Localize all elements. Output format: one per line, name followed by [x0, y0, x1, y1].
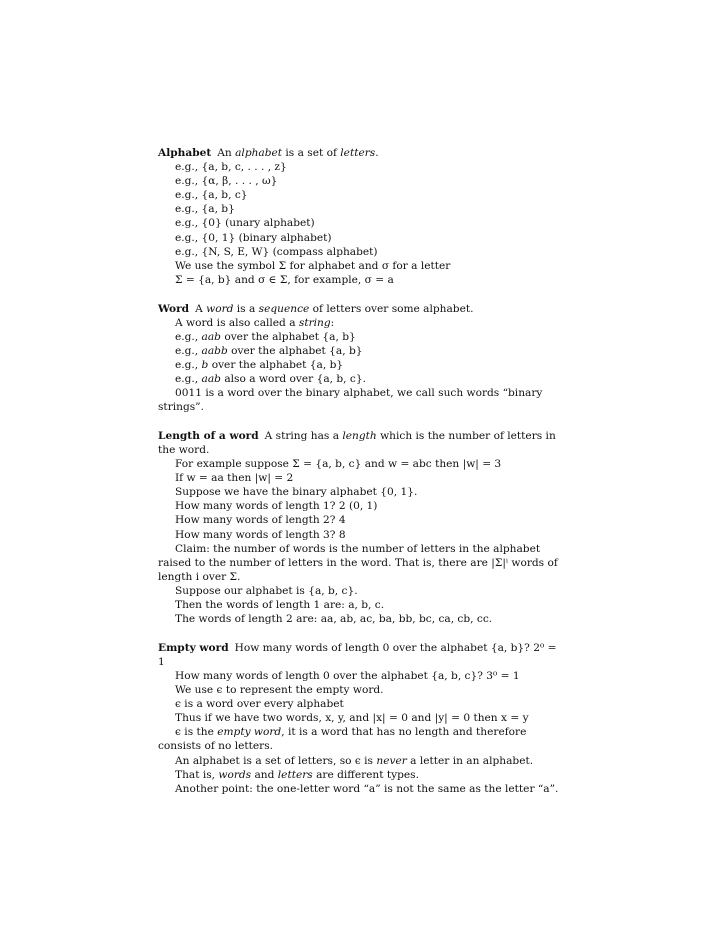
- text: over the alphabet {a, b}: [208, 358, 344, 371]
- section-alphabet: [158, 146, 564, 287]
- emphasis: string: [298, 316, 331, 329]
- text: e.g.,: [175, 373, 202, 385]
- text: e.g.,: [175, 344, 202, 357]
- emphasis: word: [206, 302, 234, 315]
- text: An alphabet is a set of letters, so ϵ is: [175, 754, 377, 767]
- text: A word is also called a: [175, 316, 299, 329]
- word-example-2: [158, 344, 564, 358]
- text: also a word over {a, b, c}.: [220, 373, 366, 385]
- length-heading: Length of a word: [158, 429, 259, 442]
- alphabet-example-5: e.g., {0} (unary alphabet): [175, 217, 315, 230]
- word-example-1: [158, 330, 564, 344]
- section-word: [158, 302, 564, 415]
- empty-line-4: Thus if we have two words, x, y, and |x| = 0 and |y| = 0 then x = y: [175, 712, 529, 725]
- emphasis: letters: [340, 147, 376, 159]
- emphasis: b: [201, 358, 209, 371]
- empty-heading: Empty word: [158, 641, 229, 654]
- empty-line-7: [158, 768, 564, 782]
- text: over the alphabet {a, b}: [220, 330, 356, 343]
- empty-line-6: [158, 754, 564, 768]
- emphasis: words: [218, 768, 252, 781]
- emphasis: letters: [277, 768, 313, 781]
- length-line-4: How many words of length 1? 2 (0, 1): [175, 500, 378, 513]
- empty-line-2: We use ϵ to represent the empty word.: [175, 684, 384, 697]
- text: over the alphabet {a, b}: [227, 344, 363, 357]
- emphasis: aabb: [201, 344, 228, 357]
- section-empty-word: [158, 641, 564, 796]
- empty-line-3: ϵ is a word over every alphabet: [175, 698, 344, 711]
- word-heading: Word: [158, 302, 190, 315]
- emphasis: sequence: [258, 302, 310, 315]
- text: is a: [233, 302, 259, 315]
- word-intro: [158, 302, 564, 316]
- length-line-7: Suppose our alphabet is {a, b, c}.: [175, 584, 358, 597]
- text: A string has a: [264, 429, 343, 442]
- alphabet-example-7: e.g., {N, S, E, W} (compass alphabet): [175, 245, 378, 258]
- document-page: [158, 146, 564, 810]
- alphabet-example-1: e.g., {a, b, c, . . . , z}: [175, 161, 287, 174]
- length-intro: [158, 429, 564, 457]
- length-line-8: Then the words of length 1 are: a, b, c.: [175, 599, 385, 611]
- text: which is the number of letters in the word.: [158, 429, 556, 456]
- text: An: [217, 147, 236, 159]
- length-line-5: How many words of length 2? 4: [175, 514, 346, 527]
- length-line-2: If w = aa then |w| = 2: [175, 472, 294, 485]
- word-binary-note: 0011 is a word over the binary alphabet, we call such words “binary strings”.: [158, 387, 543, 414]
- word-example-4: [158, 372, 564, 386]
- emphasis: empty word: [217, 726, 282, 739]
- alphabet-example-4: e.g., {a, b}: [175, 203, 235, 216]
- text: How many words of length 0 over the alphabet {a, b}? 2⁰ = 1: [158, 641, 557, 668]
- emphasis: aab: [201, 330, 221, 343]
- length-line-1: For example suppose Σ = {a, b, c} and w = abc then |w| = 3: [175, 458, 502, 471]
- text: That is,: [175, 768, 219, 781]
- empty-line-1: How many words of length 0 over the alphabet {a, b, c}? 3⁰ = 1: [175, 669, 520, 682]
- text: of letters over some alphabet.: [309, 302, 474, 315]
- text: and: [251, 768, 278, 781]
- alphabet-intro: [158, 146, 564, 160]
- text: a letter in an alphabet.: [406, 754, 534, 767]
- empty-line-8: Another point: the one-letter word “a” is not the same as the letter “a”.: [175, 782, 559, 795]
- emphasis: alphabet: [235, 147, 283, 159]
- word-string-note: [158, 316, 564, 330]
- section-length: [158, 429, 564, 626]
- word-example-3: [158, 358, 564, 372]
- emphasis: length: [342, 429, 377, 442]
- text: is a set of: [282, 147, 341, 159]
- alphabet-symbol-example: Σ = {a, b} and σ ∈ Σ, for example, σ = a: [175, 273, 394, 286]
- emphasis: aab: [201, 373, 221, 385]
- alphabet-symbol-note: We use the symbol Σ for alphabet and σ for a letter: [175, 259, 451, 272]
- alphabet-example-2: e.g., {α, β, . . . , ω}: [175, 175, 278, 188]
- empty-intro: [158, 641, 564, 669]
- length-line-9: The words of length 2 are: aa, ab, ac, ba, bb, bc, ca, cb, cc.: [175, 613, 493, 626]
- alphabet-example-6: e.g., {0, 1} (binary alphabet): [175, 231, 332, 244]
- empty-line-5: [158, 725, 564, 753]
- alphabet-heading: Alphabet: [158, 147, 212, 159]
- text: ϵ is the: [175, 726, 218, 739]
- text: e.g.,: [175, 330, 202, 343]
- text: e.g.,: [175, 358, 202, 371]
- emphasis: never: [376, 754, 407, 767]
- text: :: [330, 316, 335, 329]
- text: A: [195, 302, 207, 315]
- alphabet-example-3: e.g., {a, b, c}: [175, 189, 248, 202]
- text: are different types.: [312, 768, 419, 781]
- length-line-6: How many words of length 3? 8: [175, 528, 346, 541]
- text: , it is a word that has no length and therefore consists of no letters.: [158, 726, 527, 753]
- text: .: [375, 147, 379, 159]
- length-line-3: Suppose we have the binary alphabet {0, 1}.: [175, 486, 418, 499]
- length-claim: Claim: the number of words is the number of letters in the alphabet raised to the number of letters in the word. That is, there are |Σ|ⁱ words of length i over Σ.: [158, 542, 558, 583]
